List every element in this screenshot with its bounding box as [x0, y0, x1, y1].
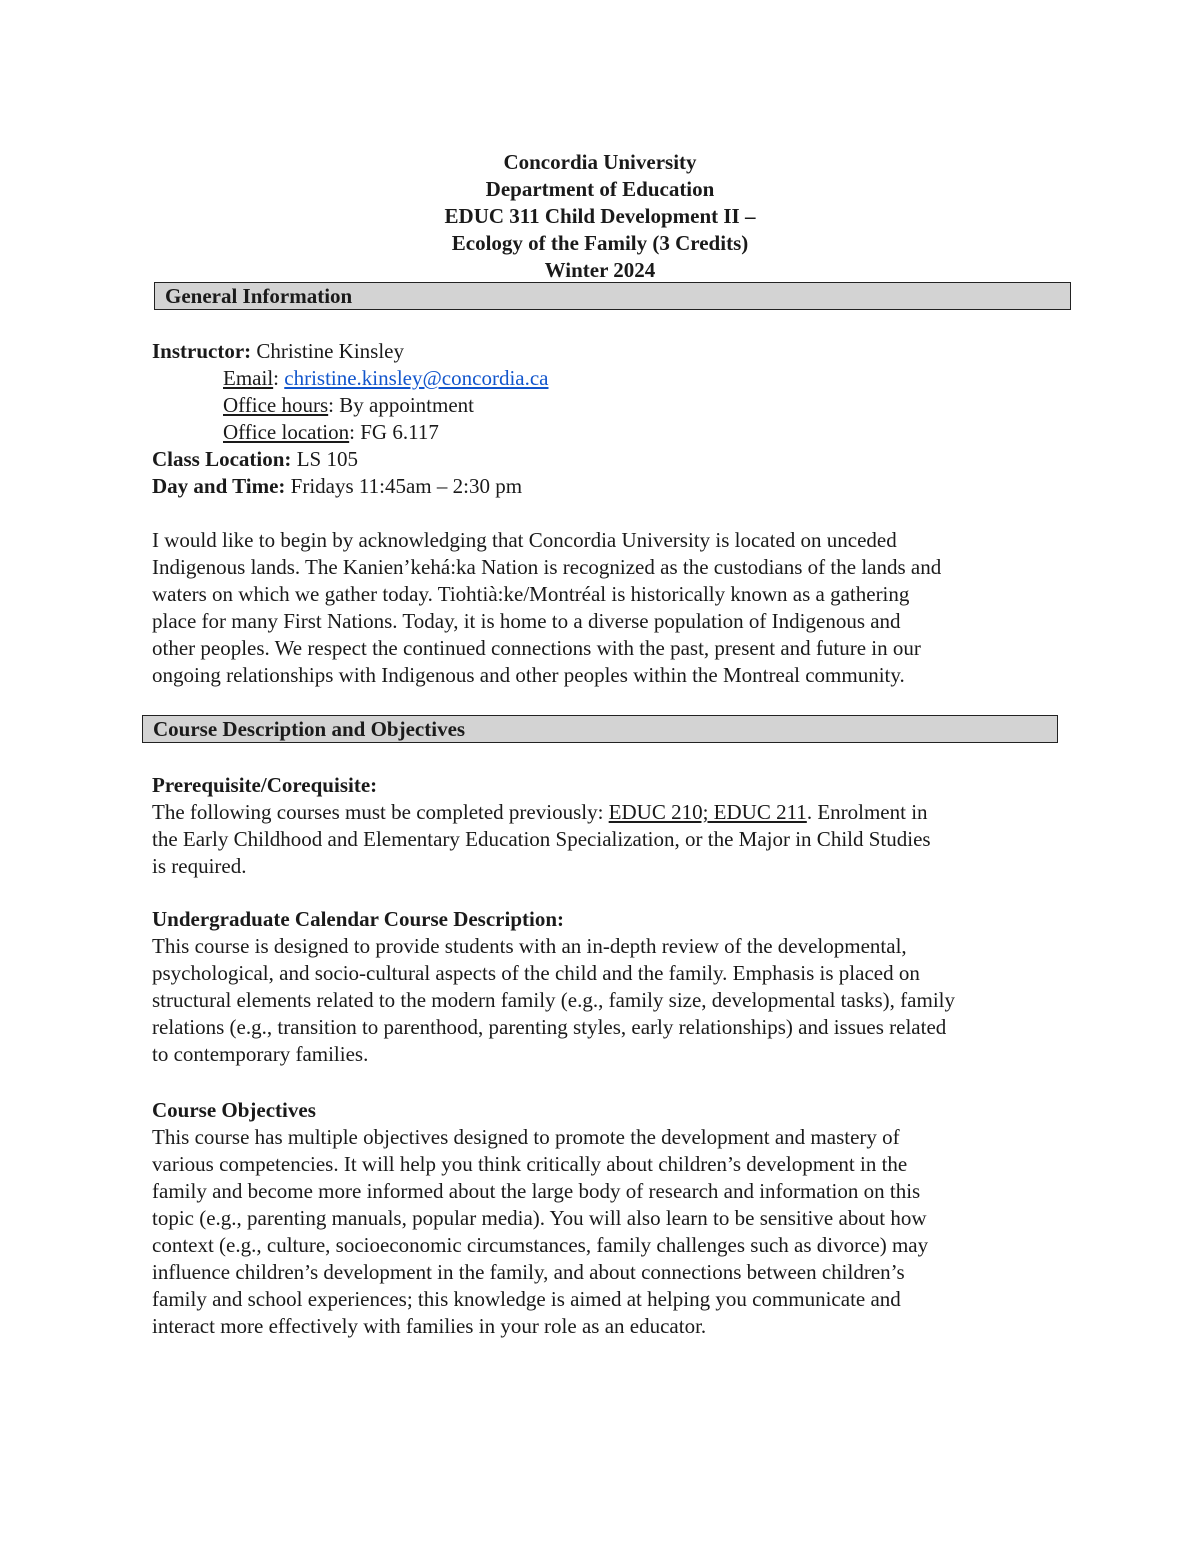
prerequisite-line: the Early Childhood and Elementary Education Specialization, or the Major in Child Studies [152, 827, 931, 851]
office-hours-label: Office hours [223, 393, 329, 417]
day-time-value: Fridays 11:45am – 2:30 pm [290, 474, 523, 498]
course-objectives-section [152, 1097, 1057, 1340]
general-information [152, 338, 549, 500]
office-hours-value: By appointment [339, 393, 475, 417]
instructor-label: Instructor: [152, 339, 252, 363]
course-objectives-line: This course has multiple objectives designed to promote the development and mastery of [152, 1125, 900, 1149]
email-colon: : [273, 366, 285, 390]
department-name: Department of Education [485, 177, 715, 201]
term: Winter 2024 [544, 258, 656, 282]
course-title-line-2: Ecology of the Family (3 Credits) [451, 231, 749, 255]
office-location-row [152, 419, 549, 446]
instructor-value: Christine Kinsley [256, 339, 404, 363]
class-location-label: Class Location: [152, 447, 292, 471]
calendar-description-line: to contemporary families. [152, 1042, 369, 1066]
office-hours-row [152, 392, 549, 419]
acknowledgement-line: I would like to begin by acknowledging that Concordia University is located on unceded [152, 528, 897, 552]
prerequisite-line: is required. [152, 854, 247, 878]
email-row [152, 365, 549, 392]
document-title-block [0, 149, 1200, 284]
acknowledgement-line: place for many First Nations. Today, it is home to a diverse population of Indigenous and [152, 609, 901, 633]
prerequisite-section [152, 772, 1057, 880]
class-location-value: LS 105 [296, 447, 358, 471]
office-hours-colon: : [328, 393, 340, 417]
prerequisite-heading: Prerequisite/Corequisite: [152, 773, 378, 797]
office-location-value: FG 6.117 [360, 420, 439, 444]
calendar-description-line: relations (e.g., transition to parenthood, parenting styles, early relationships) and issues related [152, 1015, 947, 1039]
email-label: Email [223, 366, 274, 390]
course-title-line-1: EDUC 311 Child Development II – [444, 204, 756, 228]
course-objectives-line: interact more effectively with families in your role as an educator. [152, 1314, 707, 1338]
calendar-description-section [152, 906, 1057, 1068]
acknowledgement-line: other peoples. We respect the continued connections with the past, present and future in our [152, 636, 921, 660]
prerequisite-courses: EDUC 210; EDUC 211 [608, 800, 807, 824]
calendar-description-line: psychological, and socio-cultural aspects of the child and the family. Emphasis is placed on [152, 961, 920, 985]
calendar-description-line: This course is designed to provide students with an in-depth review of the developmental, [152, 934, 907, 958]
section-heading-course-description: Course Description and Objectives [142, 715, 1058, 743]
acknowledgement-line: waters on which we gather today. Tiohtià:ke/Montréal is historically known as a gathering [152, 582, 910, 606]
prerequisite-prefix: The following courses must be completed previously: [152, 800, 609, 824]
course-objectives-line: topic (e.g., parenting manuals, popular media). You will also learn to be sensitive about how [152, 1206, 927, 1230]
class-location-row [152, 446, 549, 473]
course-objectives-line: family and become more informed about the large body of research and information on this [152, 1179, 921, 1203]
section-heading-general-information: General Information [154, 282, 1071, 310]
day-time-label: Day and Time: [152, 474, 286, 498]
acknowledgement-line: ongoing relationships with Indigenous and other peoples within the Montreal community. [152, 663, 905, 687]
day-time-row [152, 473, 549, 500]
prerequisite-suffix: . Enrolment in [806, 800, 928, 824]
course-objectives-line: context (e.g., culture, socioeconomic circumstances, family challenges such as divorce) may [152, 1233, 929, 1257]
course-objectives-line: various competencies. It will help you think critically about children’s development in the [152, 1152, 908, 1176]
prerequisite-line [152, 799, 1057, 826]
email-link[interactable]: christine.kinsley@concordia.ca [284, 366, 549, 390]
course-objectives-line: family and school experiences; this knowledge is aimed at helping you communicate and [152, 1287, 901, 1311]
acknowledgement-line: Indigenous lands. The Kanien’kehá:ka Nation is recognized as the custodians of the lands and [152, 555, 942, 579]
course-objectives-heading: Course Objectives [152, 1098, 316, 1122]
course-objectives-line: influence children’s development in the family, and about connections between children’s [152, 1260, 905, 1284]
office-location-colon: : [349, 420, 361, 444]
instructor-row [152, 338, 549, 365]
land-acknowledgement [152, 527, 1057, 689]
calendar-description-heading: Undergraduate Calendar Course Description: [152, 907, 565, 931]
calendar-description-line: structural elements related to the modern family (e.g., family size, developmental tasks), family [152, 988, 955, 1012]
university-name: Concordia University [503, 150, 697, 174]
office-location-label: Office location [223, 420, 350, 444]
